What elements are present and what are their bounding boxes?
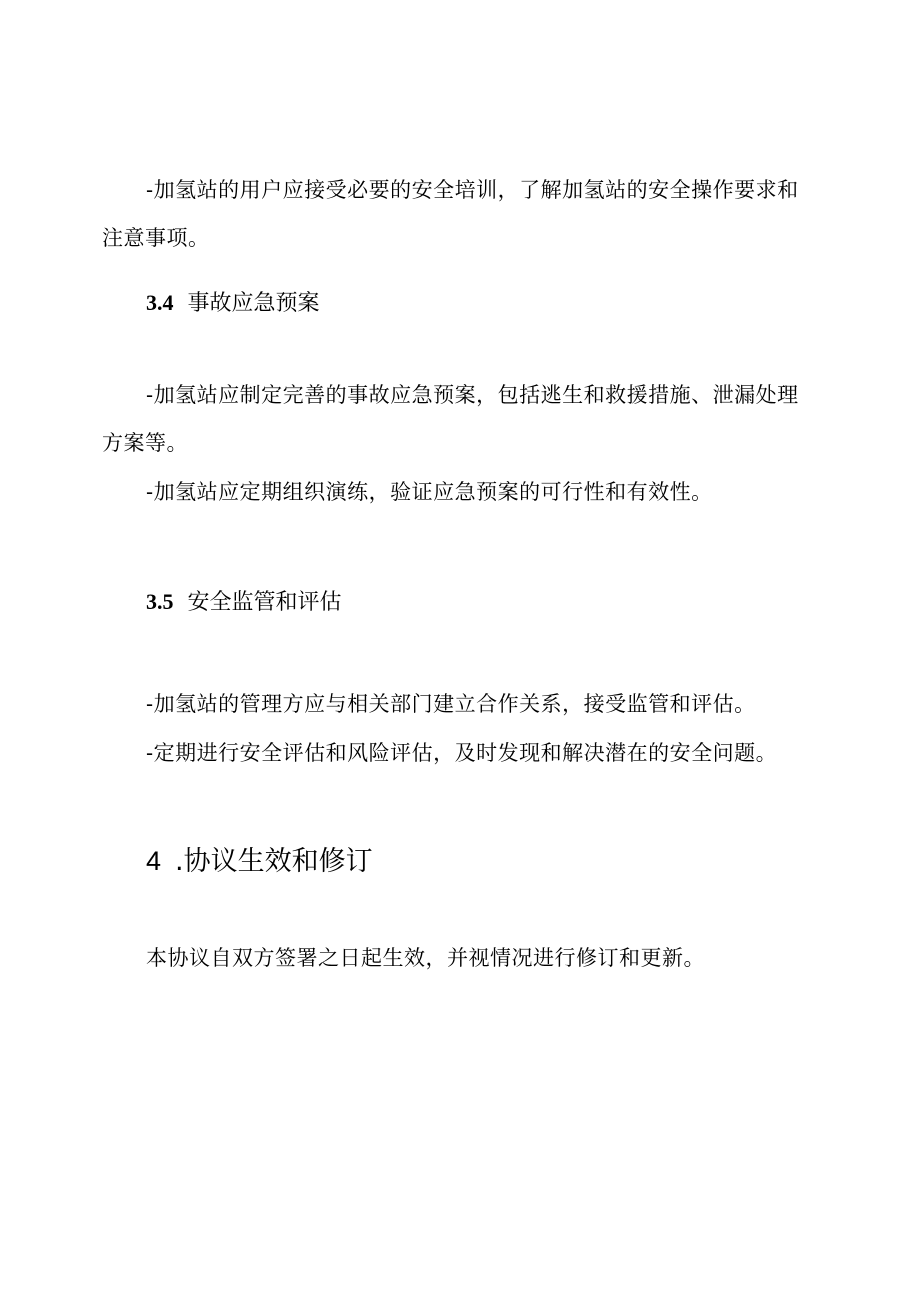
paragraph-line: -定期进行安全评估和风险评估，及时发现和解决潜在的安全问题。 (146, 741, 778, 765)
section-number: 4 (146, 846, 162, 876)
section-number: 3.5 (146, 589, 174, 614)
paragraph-line: -加氢站应定期组织演练，验证应急预案的可行性和有效性。 (146, 480, 713, 504)
section-title: 事故应急预案 (187, 291, 320, 316)
section-title: 安全监管和评估 (187, 590, 342, 615)
section-title: .协议生效和修订 (175, 846, 373, 877)
paragraph-line: 方案等。 (102, 431, 188, 455)
paragraph-line: -加氢站的用户应接受必要的安全培训，了解加氢站的安全操作要求和 (146, 178, 799, 202)
paragraph-line: -加氢站应制定完善的事故应急预案，包括逃生和救援措施、泄漏处理 (146, 383, 799, 407)
paragraph-line: 注意事项。 (102, 226, 210, 250)
section-heading-3-5 (146, 587, 342, 618)
paragraph-line: -加氢站的管理方应与相关部门建立合作关系，接受监管和评估。 (146, 692, 756, 716)
section-heading-4 (146, 843, 373, 880)
paragraph-line: 本协议自双方签署之日起生效，并视情况进行修订和更新。 (146, 946, 705, 970)
section-heading-3-4 (146, 288, 320, 319)
section-number: 3.4 (146, 290, 174, 315)
